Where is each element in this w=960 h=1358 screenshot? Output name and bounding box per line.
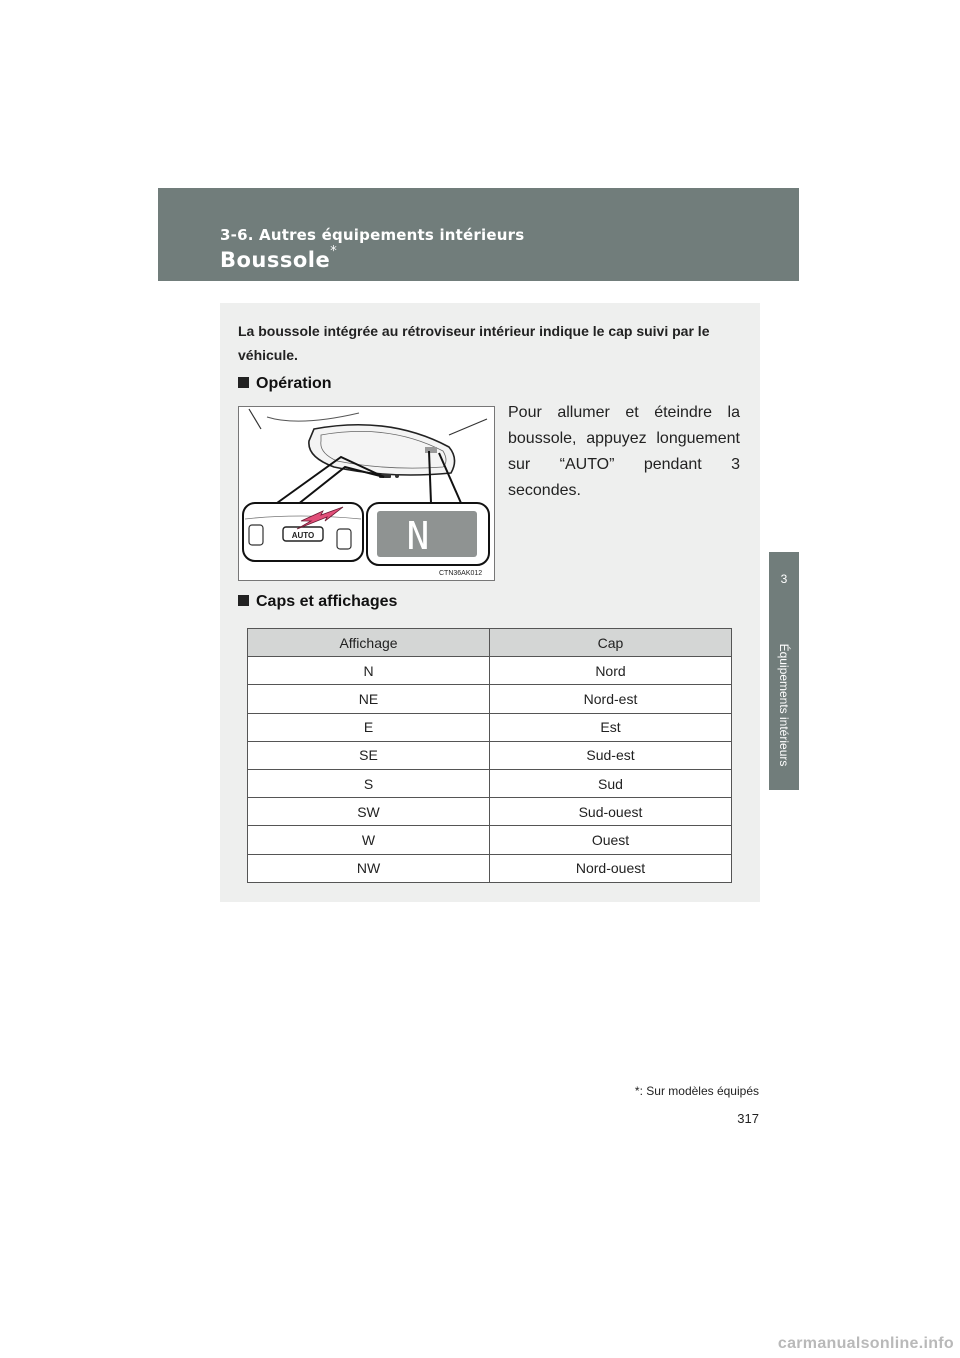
chapter-label: Équipements intérieurs [777,643,791,767]
table-row [248,826,732,854]
table-row [248,769,732,797]
mirror-illustration-svg [239,407,494,580]
caps-heading [238,593,397,611]
table-row [248,798,732,826]
heading-cell: Sud-est [490,741,732,769]
section-label: 3-6. Autres équipements intérieurs [220,226,525,244]
display-cell: S [248,769,490,797]
mirror-side-button-small [395,474,399,478]
heading-cell: Est [490,713,732,741]
page-title-text: Boussole [220,248,331,272]
operation-heading [238,375,332,393]
heading-cell: Nord-est [490,685,732,713]
table-row [248,657,732,685]
figure-code: CTN36AK012 [439,570,483,577]
footnote: *: Sur modèles équipés [634,1084,759,1098]
watermark: carmanualsonline.info [777,1335,954,1352]
display-cell: SE [248,741,490,769]
display-cell: N [248,657,490,685]
operation-text: Pour allumer et éteindre la boussole, appuyez longuement sur “AUTO” pendant 3 secondes. [508,404,740,499]
column-header-affichage: Affichage [248,629,490,657]
display-cell: E [248,713,490,741]
caps-table [247,628,732,883]
section-header-bar [158,188,799,281]
callout-line-left-b [297,467,384,505]
title-footnote-mark: * [330,244,338,259]
table-header-row [248,629,732,657]
left-side-button [249,525,263,545]
heading-cell: Nord [490,657,732,685]
table-row [248,854,732,882]
table-row [248,685,732,713]
display-cell: NE [248,685,490,713]
display-cell: W [248,826,490,854]
heading-cell: Sud [490,769,732,797]
caps-heading-text: Caps et affichages [256,593,398,610]
windshield-line-left [249,409,261,429]
heading-cell: Sud-ouest [490,798,732,826]
heading-cell: Ouest [490,826,732,854]
page-number: 317 [737,1111,759,1126]
operation-heading-text: Opération [256,375,332,392]
windshield-edge [267,413,359,421]
column-header-cap: Cap [490,629,732,657]
auto-button-label: AUTO [291,531,315,540]
display-cell: SW [248,798,490,826]
table-row [248,741,732,769]
chapter-number: 3 [780,572,788,586]
intro-paragraph: La boussole intégrée au rétroviseur intérieur indique le cap suivi par le véhicule. [238,323,710,363]
page-title [220,244,338,272]
square-bullet-icon [238,595,249,606]
mirror-compass-display [425,447,437,453]
table-row [248,713,732,741]
compass-display-letter: N [406,514,430,558]
right-side-button [337,529,351,549]
heading-cell: Nord-ouest [490,854,732,882]
display-cell: NW [248,854,490,882]
square-bullet-icon [238,377,249,388]
windshield-line-right [449,419,487,435]
mirror-illustration [238,406,495,581]
